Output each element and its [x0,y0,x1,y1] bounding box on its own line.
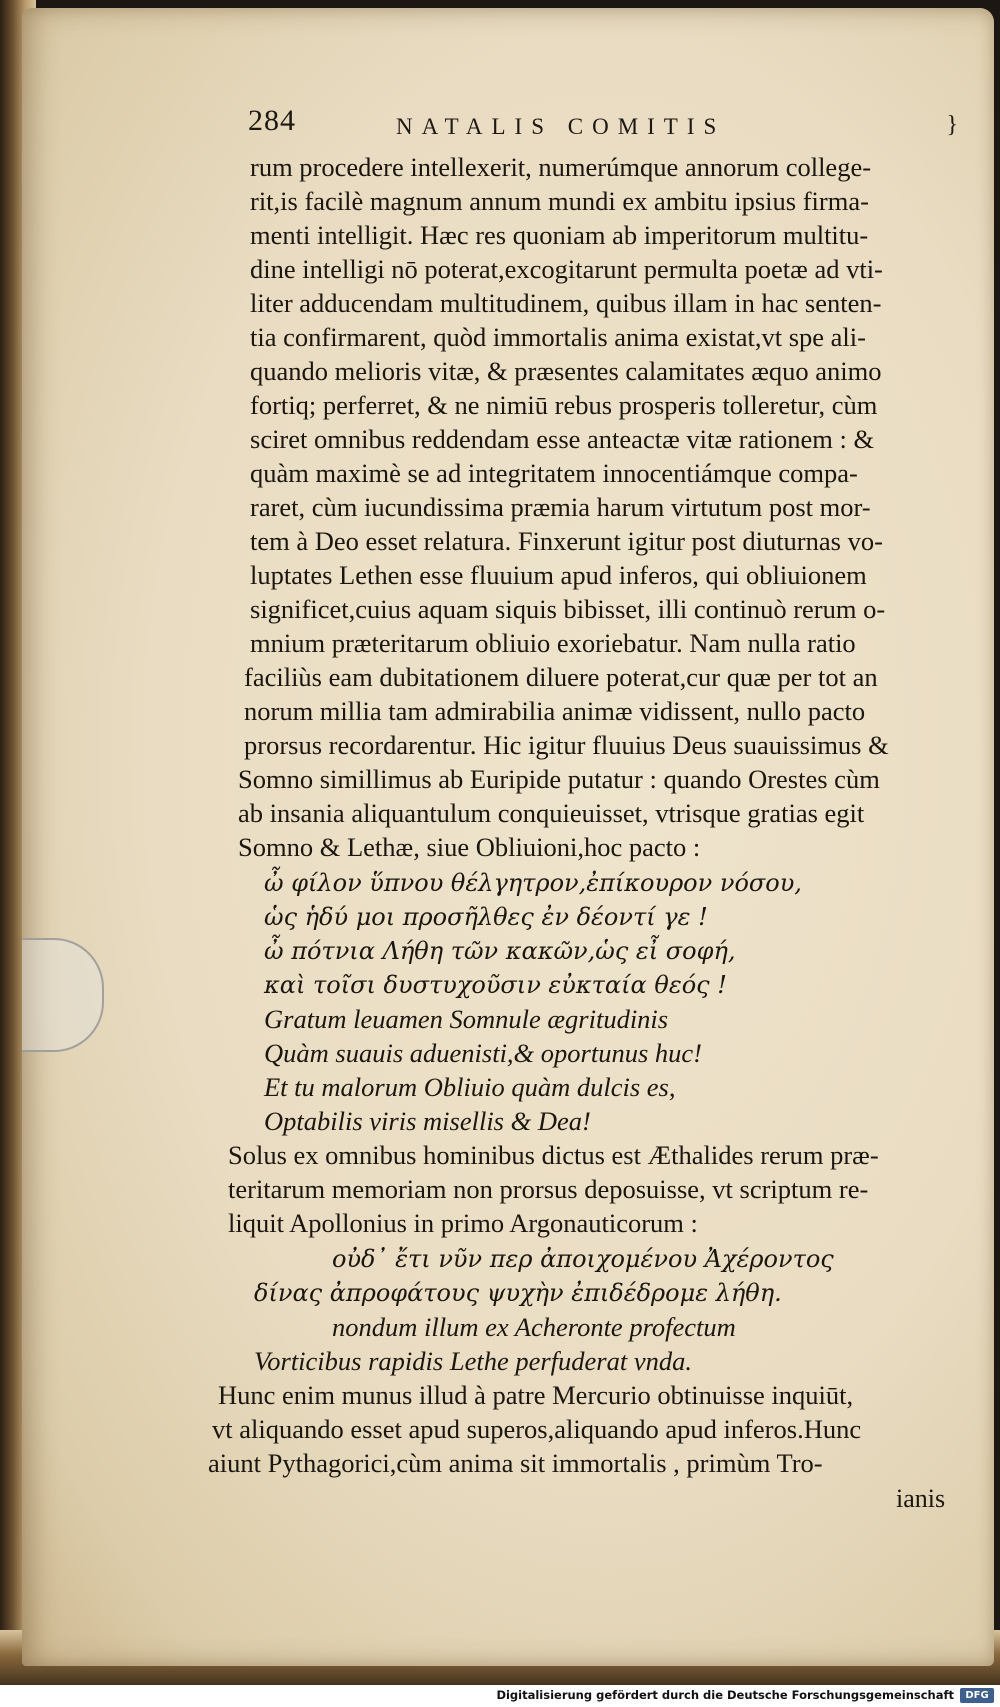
text-line: sciret omnibus reddendam esse anteactæ vitæ rationem : & [250,424,875,454]
text-line: dine intelligi nō poterat,excogitarunt permulta poetæ ad vti- [250,254,883,284]
running-title: NATALIS COMITIS [396,114,726,139]
text-line: faciliùs eam dubitationem diluere poterat,cur quæ per tot an [244,662,878,692]
text-line: menti intelligit. Hæc res quoniam ab imperitorum multitu- [250,220,869,250]
text-line: mnium præteritarum obliuio exoriebatur. Nam nulla ratio [250,628,856,658]
dfg-logo: DFG [960,1688,994,1703]
catchword: ianis [896,1484,946,1513]
latin-verse-line: Et tu malorum Obliuio quàm dulcis es, [264,1072,676,1102]
greek-verse-line: ὦ πότνια Λήθη τῶν κακῶν,ὡς εἶ σοφή, [264,937,736,965]
text-line: tia confirmarent, quòd immortalis anima existat,vt spe ali- [250,322,866,352]
latin-verse-line: nondum illum ex Acheronte profectum [332,1312,736,1342]
latin-verse-line: Quàm suauis aduenisti,& oportunus huc! [264,1038,702,1068]
text-line: rum procedere intellexerit, numerúmque annorum college- [250,152,872,182]
text-line: rit,is facilè magnum annum mundi ex ambitu ipsius firma- [250,186,869,216]
text-line: vt aliquando esset apud superos,aliquando apud inferos.Hunc [212,1414,862,1444]
text-line: prorsus recordarentur. Hic igitur fluuius Deus suauissimus & [244,730,889,760]
footer-bar [0,1685,1000,1707]
text-line: liquit Apollonius in primo Argonauticorum : [228,1208,698,1238]
corner-mark: } [946,112,958,138]
digitization-credit: Digitalisierung gefördert durch die Deutsche Forschungsgemeinschaft [496,1688,954,1702]
text-line: Hunc enim munus illud à patre Mercurio obtinuisse inquiūt, [218,1380,854,1410]
text-line: aiunt Pythagorici,cùm anima sit immortalis , primùm Tro- [208,1448,823,1478]
greek-verse-line: ὡς ἡδύ μοι προσῆλθες ἐν δέοντί γε ! [264,903,708,931]
text-line: norum millia tam admirabilia animæ vidissent, nullo pacto [244,696,866,726]
text-line: Solus ex omnibus hominibus dictus est Æthalides rerum præ- [228,1140,879,1170]
text-line: quando melioris vitæ, & præsentes calamitates æquo animo [250,356,882,386]
greek-verse-line: οὐδ᾽ ἔτι νῦν περ ἀποιχομένου Ἀχέροντος [332,1245,834,1273]
text-line: raret, cùm iucundissima præmia harum virtutum post mor- [250,492,871,522]
latin-verse-line: Optabilis viris misellis & Dea! [264,1106,591,1136]
text-line: luptates Lethen esse fluuium apud inferos, qui obliuionem [250,560,867,590]
page-number: 284 [248,104,296,137]
text-line: quàm maximè se ad integritatem innocentiámque compa- [250,458,858,488]
text-line: teritarum memoriam non prorsus deposuisse, vt scriptum re- [228,1174,869,1204]
text-line: ab insania aliquantulum conquieuisset, vtrisque gratias egit [238,798,865,828]
text-line: liter adducendam multitudinem, quibus illam in hac senten- [250,288,882,318]
text-line: fortiq; perferret, & ne nimiū rebus prosperis tolleretur, cùm [250,390,878,420]
running-head [248,104,968,144]
page-clip [22,938,104,1052]
text-line: significet,cuius aquam siquis bibisset, illi continuò rerum o- [250,594,886,624]
latin-verse-line: Gratum leuamen Somnule ægritudinis [264,1004,669,1034]
text-line: Somno simillimus ab Euripide putatur : quando Orestes cùm [238,764,880,794]
text-line: Somno & Lethæ, siue Obliuioni,hoc pacto : [238,832,701,862]
book-page [22,8,994,1666]
greek-verse-line: δίνας ἀπροφάτους ψυχὴν ἐπιδέδρομε λήθη. [254,1279,782,1307]
greek-verse-line: καὶ τοῖσι δυστυχοῦσιν εὐκταία θεός ! [264,971,727,999]
latin-verse-line: Vorticibus rapidis Lethe perfuderat vnda. [254,1346,692,1376]
text-line: tem à Deo esset relatura. Finxerunt igitur post diuturnas vo- [250,526,883,556]
greek-verse-line: ὦ φίλον ὕπνου θέλγητρον,ἐπίκουρον νόσου, [264,869,802,897]
